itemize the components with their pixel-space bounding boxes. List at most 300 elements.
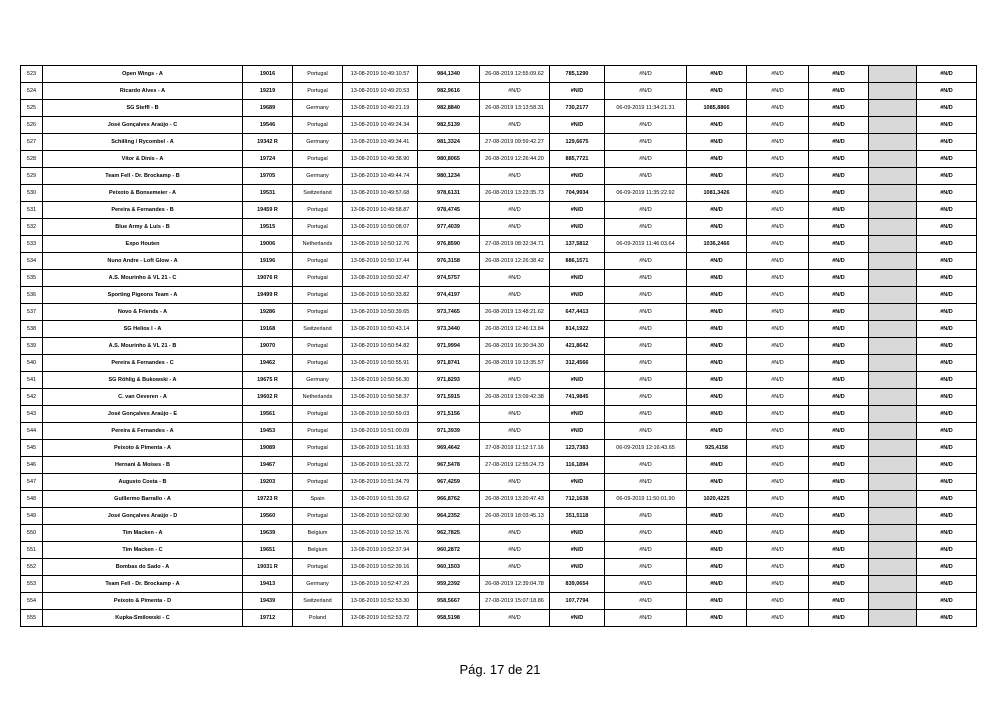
release-time-cell: 13-08-2019 10:52:39.16 [343, 559, 418, 576]
table-row [21, 610, 977, 627]
arrival-3-cell: 06-09-2019 11:50:01.90 [605, 491, 687, 508]
table-row [21, 491, 977, 508]
total-cell: #N/D [917, 66, 977, 83]
arrival-2-cell: 26-08-2019 13:09:42.38 [480, 389, 550, 406]
table-row [21, 287, 977, 304]
speed-3-cell: #N/D [687, 287, 747, 304]
arrival-2-cell: 26-08-2019 16:30:34.30 [480, 338, 550, 355]
ring-cell: 19459 R [243, 202, 293, 219]
table-row [21, 542, 977, 559]
total-cell: #N/D [917, 457, 977, 474]
position-cell: 536 [21, 287, 43, 304]
arrival-3-cell: 06-09-2019 11:34:21.31 [605, 100, 687, 117]
ring-cell: 19462 [243, 355, 293, 372]
speed-1-cell: 971,3939 [418, 423, 480, 440]
release-time-cell: 13-08-2019 10:49:58.87 [343, 202, 418, 219]
name-cell: Expo Houten [43, 236, 243, 253]
speed-1-cell: 960,2872 [418, 542, 480, 559]
table-row [21, 117, 977, 134]
speed-3-cell: 1036,2466 [687, 236, 747, 253]
speed-4-cell: #N/D [809, 406, 869, 423]
arrival-4-cell: #N/D [747, 355, 809, 372]
speed-3-cell: 1081,3426 [687, 185, 747, 202]
ring-cell: 19006 [243, 236, 293, 253]
speed-4-cell: #N/D [809, 610, 869, 627]
table-row [21, 100, 977, 117]
ring-cell: 19016 [243, 66, 293, 83]
blank-shaded-cell [869, 219, 917, 236]
arrival-4-cell: #N/D [747, 559, 809, 576]
table-row [21, 185, 977, 202]
ring-cell: 19651 [243, 542, 293, 559]
release-time-cell: 13-08-2019 10:49:21.19 [343, 100, 418, 117]
ring-cell: 19705 [243, 168, 293, 185]
name-cell: SG Röhlig & Bukowski - A [43, 372, 243, 389]
country-cell: Switzerland [293, 185, 343, 202]
arrival-4-cell: #N/D [747, 440, 809, 457]
release-time-cell: 13-08-2019 10:50:32.47 [343, 270, 418, 287]
arrival-2-cell: 26-08-2019 13:13:58.31 [480, 100, 550, 117]
speed-3-cell: #N/D [687, 304, 747, 321]
name-cell: Peixoto & Bonsemeier - A [43, 185, 243, 202]
country-cell: Portugal [293, 304, 343, 321]
blank-shaded-cell [869, 389, 917, 406]
country-cell: Germany [293, 576, 343, 593]
speed-3-cell: #N/D [687, 406, 747, 423]
ring-cell: 19602 R [243, 389, 293, 406]
total-cell: #N/D [917, 593, 977, 610]
total-cell: #N/D [917, 559, 977, 576]
table-row [21, 355, 977, 372]
table-row [21, 576, 977, 593]
speed-4-cell: #N/D [809, 83, 869, 100]
speed-3-cell: #N/D [687, 117, 747, 134]
name-cell: A.S. Mourinho & VL 21 - C [43, 270, 243, 287]
arrival-3-cell: #N/D [605, 168, 687, 185]
arrival-4-cell: #N/D [747, 117, 809, 134]
speed-2-cell: 312,4566 [550, 355, 605, 372]
release-time-cell: 13-08-2019 10:52:15.76 [343, 525, 418, 542]
total-cell: #N/D [917, 542, 977, 559]
ring-cell: 19561 [243, 406, 293, 423]
speed-3-cell: #N/D [687, 457, 747, 474]
total-cell: #N/D [917, 423, 977, 440]
position-cell: 526 [21, 117, 43, 134]
country-cell: Portugal [293, 117, 343, 134]
arrival-3-cell: #N/D [605, 593, 687, 610]
country-cell: Poland [293, 610, 343, 627]
arrival-2-cell: 26-08-2019 13:23:35.73 [480, 185, 550, 202]
blank-shaded-cell [869, 474, 917, 491]
country-cell: Germany [293, 372, 343, 389]
speed-1-cell: 969,4642 [418, 440, 480, 457]
ring-cell: 19515 [243, 219, 293, 236]
arrival-2-cell: 26-08-2019 12:26:44.20 [480, 151, 550, 168]
speed-3-cell: #N/D [687, 134, 747, 151]
speed-1-cell: 976,8590 [418, 236, 480, 253]
arrival-3-cell: #N/D [605, 270, 687, 287]
total-cell: #N/D [917, 321, 977, 338]
speed-4-cell: #N/D [809, 593, 869, 610]
country-cell: Portugal [293, 355, 343, 372]
table-row [21, 389, 977, 406]
ring-cell: 19342 R [243, 134, 293, 151]
arrival-2-cell: 26-08-2019 18:03:45.13 [480, 508, 550, 525]
speed-1-cell: 980,8065 [418, 151, 480, 168]
position-cell: 554 [21, 593, 43, 610]
speed-2-cell: #N/D [550, 610, 605, 627]
name-cell: Open Wings - A [43, 66, 243, 83]
blank-shaded-cell [869, 338, 917, 355]
arrival-3-cell: #N/D [605, 83, 687, 100]
speed-1-cell: 971,5156 [418, 406, 480, 423]
release-time-cell: 13-08-2019 10:50:54.82 [343, 338, 418, 355]
position-cell: 544 [21, 423, 43, 440]
country-cell: Portugal [293, 474, 343, 491]
blank-shaded-cell [869, 253, 917, 270]
speed-3-cell: #N/D [687, 593, 747, 610]
speed-4-cell: #N/D [809, 389, 869, 406]
arrival-3-cell: #N/D [605, 253, 687, 270]
arrival-4-cell: #N/D [747, 202, 809, 219]
country-cell: Switzerland [293, 321, 343, 338]
ring-cell: 19453 [243, 423, 293, 440]
speed-2-cell: 129,6675 [550, 134, 605, 151]
speed-4-cell: #N/D [809, 168, 869, 185]
position-cell: 547 [21, 474, 43, 491]
release-time-cell: 13-08-2019 10:49:38.90 [343, 151, 418, 168]
speed-3-cell: #N/D [687, 389, 747, 406]
position-cell: 523 [21, 66, 43, 83]
arrival-2-cell: #N/D [480, 202, 550, 219]
position-cell: 549 [21, 508, 43, 525]
country-cell: Netherlands [293, 389, 343, 406]
blank-shaded-cell [869, 491, 917, 508]
speed-2-cell: #N/D [550, 287, 605, 304]
release-time-cell: 13-08-2019 10:49:44.74 [343, 168, 418, 185]
speed-1-cell: 967,4259 [418, 474, 480, 491]
speed-3-cell: #N/D [687, 253, 747, 270]
arrival-2-cell: 26-08-2019 12:39:04.78 [480, 576, 550, 593]
blank-shaded-cell [869, 134, 917, 151]
country-cell: Portugal [293, 151, 343, 168]
speed-4-cell: #N/D [809, 491, 869, 508]
country-cell: Portugal [293, 253, 343, 270]
release-time-cell: 13-08-2019 10:50:56.30 [343, 372, 418, 389]
blank-shaded-cell [869, 117, 917, 134]
ring-cell: 19439 [243, 593, 293, 610]
total-cell: #N/D [917, 474, 977, 491]
arrival-4-cell: #N/D [747, 236, 809, 253]
ring-cell: 19286 [243, 304, 293, 321]
speed-4-cell: #N/D [809, 100, 869, 117]
speed-3-cell: #N/D [687, 474, 747, 491]
ring-cell: 19712 [243, 610, 293, 627]
arrival-4-cell: #N/D [747, 134, 809, 151]
blank-shaded-cell [869, 83, 917, 100]
total-cell: #N/D [917, 406, 977, 423]
release-time-cell: 13-08-2019 10:52:53.30 [343, 593, 418, 610]
speed-4-cell: #N/D [809, 287, 869, 304]
speed-3-cell: #N/D [687, 219, 747, 236]
blank-shaded-cell [869, 168, 917, 185]
arrival-2-cell: 27-08-2019 08:32:34.71 [480, 236, 550, 253]
arrival-3-cell: #N/D [605, 117, 687, 134]
release-time-cell: 13-08-2019 10:50:58.37 [343, 389, 418, 406]
name-cell: Tim Macken - C [43, 542, 243, 559]
speed-4-cell: #N/D [809, 576, 869, 593]
total-cell: #N/D [917, 338, 977, 355]
blank-shaded-cell [869, 66, 917, 83]
blank-shaded-cell [869, 457, 917, 474]
speed-2-cell: 137,5812 [550, 236, 605, 253]
speed-2-cell: #N/D [550, 202, 605, 219]
speed-2-cell: #N/D [550, 559, 605, 576]
speed-3-cell: #N/D [687, 151, 747, 168]
speed-1-cell: 978,4745 [418, 202, 480, 219]
speed-4-cell: #N/D [809, 525, 869, 542]
arrival-3-cell: #N/D [605, 134, 687, 151]
position-cell: 537 [21, 304, 43, 321]
total-cell: #N/D [917, 576, 977, 593]
blank-shaded-cell [869, 610, 917, 627]
speed-4-cell: #N/D [809, 151, 869, 168]
ring-cell: 19639 [243, 525, 293, 542]
speed-4-cell: #N/D [809, 219, 869, 236]
release-time-cell: 13-08-2019 10:50:08.07 [343, 219, 418, 236]
total-cell: #N/D [917, 134, 977, 151]
speed-2-cell: 704,9934 [550, 185, 605, 202]
position-cell: 538 [21, 321, 43, 338]
arrival-2-cell: 26-08-2019 12:26:38.42 [480, 253, 550, 270]
arrival-4-cell: #N/D [747, 253, 809, 270]
speed-3-cell: #N/D [687, 525, 747, 542]
speed-1-cell: 959,2392 [418, 576, 480, 593]
table-row [21, 168, 977, 185]
speed-4-cell: #N/D [809, 474, 869, 491]
speed-4-cell: #N/D [809, 542, 869, 559]
country-cell: Spain [293, 491, 343, 508]
speed-2-cell: #N/D [550, 525, 605, 542]
table-row [21, 372, 977, 389]
blank-shaded-cell [869, 372, 917, 389]
country-cell: Portugal [293, 508, 343, 525]
speed-1-cell: 971,8741 [418, 355, 480, 372]
position-cell: 540 [21, 355, 43, 372]
total-cell: #N/D [917, 168, 977, 185]
release-time-cell: 13-08-2019 10:50:12.76 [343, 236, 418, 253]
speed-2-cell: #N/D [550, 219, 605, 236]
speed-1-cell: 981,3324 [418, 134, 480, 151]
arrival-4-cell: #N/D [747, 491, 809, 508]
speed-2-cell: #N/D [550, 542, 605, 559]
speed-1-cell: 971,9994 [418, 338, 480, 355]
speed-1-cell: 958,5198 [418, 610, 480, 627]
position-cell: 524 [21, 83, 43, 100]
speed-1-cell: 967,5478 [418, 457, 480, 474]
blank-shaded-cell [869, 525, 917, 542]
country-cell: Germany [293, 168, 343, 185]
speed-2-cell: 885,7721 [550, 151, 605, 168]
table-row [21, 321, 977, 338]
total-cell: #N/D [917, 440, 977, 457]
speed-3-cell: #N/D [687, 542, 747, 559]
speed-3-cell: #N/D [687, 338, 747, 355]
blank-shaded-cell [869, 236, 917, 253]
position-cell: 543 [21, 406, 43, 423]
total-cell: #N/D [917, 151, 977, 168]
speed-3-cell: 1085,8866 [687, 100, 747, 117]
arrival-4-cell: #N/D [747, 372, 809, 389]
speed-1-cell: 971,8293 [418, 372, 480, 389]
ring-cell: 19675 R [243, 372, 293, 389]
release-time-cell: 13-08-2019 10:51:39.62 [343, 491, 418, 508]
blank-shaded-cell [869, 185, 917, 202]
position-cell: 552 [21, 559, 43, 576]
speed-1-cell: 974,5757 [418, 270, 480, 287]
release-time-cell: 13-08-2019 10:49:10.57 [343, 66, 418, 83]
speed-3-cell: 925,4158 [687, 440, 747, 457]
country-cell: Portugal [293, 559, 343, 576]
position-cell: 550 [21, 525, 43, 542]
arrival-4-cell: #N/D [747, 474, 809, 491]
arrival-2-cell: 27-08-2019 11:12:17.16 [480, 440, 550, 457]
arrival-4-cell: #N/D [747, 389, 809, 406]
speed-1-cell: 964,2352 [418, 508, 480, 525]
arrival-2-cell: 26-08-2019 12:46:13.84 [480, 321, 550, 338]
release-time-cell: 13-08-2019 10:51:33.72 [343, 457, 418, 474]
table-row [21, 134, 977, 151]
speed-2-cell: #N/D [550, 423, 605, 440]
position-cell: 530 [21, 185, 43, 202]
name-cell: Team Fell - Dr. Brockamp - B [43, 168, 243, 185]
speed-3-cell: #N/D [687, 202, 747, 219]
country-cell: Germany [293, 134, 343, 151]
position-cell: 531 [21, 202, 43, 219]
name-cell: C. van Oeveren - A [43, 389, 243, 406]
arrival-4-cell: #N/D [747, 423, 809, 440]
arrival-2-cell: #N/D [480, 83, 550, 100]
release-time-cell: 13-08-2019 10:52:53.72 [343, 610, 418, 627]
speed-2-cell: 421,8642 [550, 338, 605, 355]
speed-4-cell: #N/D [809, 440, 869, 457]
arrival-3-cell: #N/D [605, 576, 687, 593]
name-cell: SG Helios I - A [43, 321, 243, 338]
release-time-cell: 13-08-2019 10:50:59.03 [343, 406, 418, 423]
total-cell: #N/D [917, 304, 977, 321]
speed-1-cell: 982,8840 [418, 100, 480, 117]
table-row [21, 474, 977, 491]
speed-1-cell: 984,1340 [418, 66, 480, 83]
ring-cell: 19689 [243, 100, 293, 117]
speed-1-cell: 958,5667 [418, 593, 480, 610]
speed-1-cell: 971,5915 [418, 389, 480, 406]
total-cell: #N/D [917, 219, 977, 236]
arrival-4-cell: #N/D [747, 457, 809, 474]
arrival-4-cell: #N/D [747, 338, 809, 355]
position-cell: 551 [21, 542, 43, 559]
release-time-cell: 13-08-2019 10:50:33.82 [343, 287, 418, 304]
arrival-3-cell: #N/D [605, 525, 687, 542]
speed-4-cell: #N/D [809, 202, 869, 219]
speed-3-cell: #N/D [687, 423, 747, 440]
speed-4-cell: #N/D [809, 355, 869, 372]
arrival-2-cell: #N/D [480, 474, 550, 491]
release-time-cell: 13-08-2019 10:49:34.41 [343, 134, 418, 151]
blank-shaded-cell [869, 542, 917, 559]
speed-3-cell: #N/D [687, 270, 747, 287]
arrival-3-cell: #N/D [605, 219, 687, 236]
speed-3-cell: #N/D [687, 83, 747, 100]
name-cell: Guillermo Barrallo - A [43, 491, 243, 508]
position-cell: 555 [21, 610, 43, 627]
blank-shaded-cell [869, 593, 917, 610]
speed-3-cell: #N/D [687, 508, 747, 525]
arrival-4-cell: #N/D [747, 219, 809, 236]
arrival-4-cell: #N/D [747, 304, 809, 321]
blank-shaded-cell [869, 287, 917, 304]
position-cell: 553 [21, 576, 43, 593]
release-time-cell: 13-08-2019 10:50:43.14 [343, 321, 418, 338]
arrival-2-cell: #N/D [480, 542, 550, 559]
arrival-3-cell: #N/D [605, 389, 687, 406]
speed-4-cell: #N/D [809, 508, 869, 525]
speed-2-cell: #N/D [550, 474, 605, 491]
arrival-2-cell: #N/D [480, 406, 550, 423]
ring-cell: 19076 R [243, 270, 293, 287]
arrival-3-cell: #N/D [605, 542, 687, 559]
country-cell: Belgium [293, 542, 343, 559]
name-cell: Blue Army & Luís - B [43, 219, 243, 236]
ring-cell: 19413 [243, 576, 293, 593]
speed-1-cell: 982,9616 [418, 83, 480, 100]
ring-cell: 19168 [243, 321, 293, 338]
speed-4-cell: #N/D [809, 321, 869, 338]
ring-cell: 19499 R [243, 287, 293, 304]
blank-shaded-cell [869, 202, 917, 219]
position-cell: 532 [21, 219, 43, 236]
country-cell: Portugal [293, 406, 343, 423]
page-number: Pág. 17 de 21 [459, 662, 541, 677]
ring-cell: 19724 [243, 151, 293, 168]
speed-1-cell: 980,1234 [418, 168, 480, 185]
total-cell: #N/D [917, 270, 977, 287]
speed-4-cell: #N/D [809, 423, 869, 440]
release-time-cell: 13-08-2019 10:50:39.65 [343, 304, 418, 321]
name-cell: Sporting Pigeons Team - A [43, 287, 243, 304]
arrival-2-cell: #N/D [480, 525, 550, 542]
speed-3-cell: #N/D [687, 66, 747, 83]
arrival-3-cell: #N/D [605, 423, 687, 440]
arrival-4-cell: #N/D [747, 321, 809, 338]
ring-cell: 19219 [243, 83, 293, 100]
release-time-cell: 13-08-2019 10:50:17.44 [343, 253, 418, 270]
speed-2-cell: 814,1922 [550, 321, 605, 338]
ring-cell: 19031 R [243, 559, 293, 576]
total-cell: #N/D [917, 610, 977, 627]
arrival-2-cell: #N/D [480, 372, 550, 389]
speed-4-cell: #N/D [809, 304, 869, 321]
arrival-3-cell: #N/D [605, 610, 687, 627]
table-row [21, 236, 977, 253]
speed-3-cell: 1020,4225 [687, 491, 747, 508]
table-row [21, 253, 977, 270]
speed-1-cell: 977,4039 [418, 219, 480, 236]
arrival-4-cell: #N/D [747, 406, 809, 423]
position-cell: 541 [21, 372, 43, 389]
table-row [21, 423, 977, 440]
country-cell: Portugal [293, 287, 343, 304]
